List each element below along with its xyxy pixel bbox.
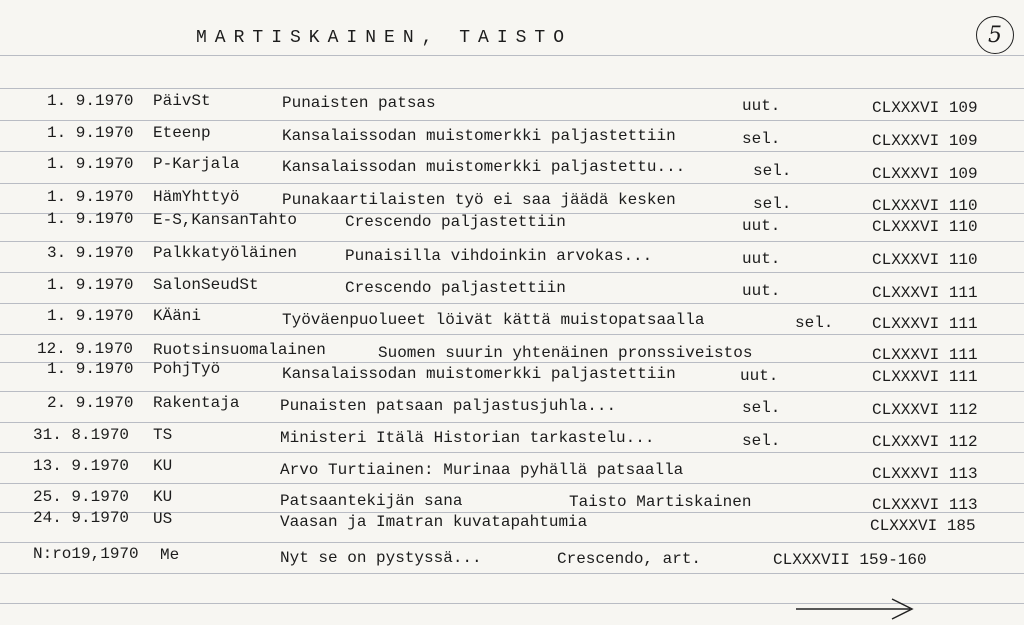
- entry-note: sel.: [742, 130, 781, 148]
- entry-ref: CLXXXVI 111: [872, 346, 978, 364]
- ruled-line: [0, 303, 1024, 304]
- entry-ref: CLXXXVI 110: [872, 218, 978, 236]
- entry-date: 1. 9.1970: [47, 92, 134, 110]
- entry-ref: CLXXXVI 111: [872, 284, 978, 302]
- ruled-line: [0, 272, 1024, 273]
- entry-note: sel.: [753, 195, 792, 213]
- ruled-line: [0, 151, 1024, 152]
- ruled-line: [0, 391, 1024, 392]
- entry-source: Palkkatyöläinen: [153, 244, 298, 262]
- entry-headline: Crescendo paljastettiin: [345, 279, 566, 297]
- entry-headline: Patsaantekijän sana: [280, 492, 463, 510]
- entry-date: 1. 9.1970: [47, 155, 134, 173]
- ruled-line: [0, 483, 1024, 484]
- entry-date: 2. 9.1970: [47, 394, 134, 412]
- entry-date: 13. 9.1970: [33, 457, 130, 475]
- page-number: 5: [988, 22, 1002, 48]
- ruled-line: [0, 542, 1024, 543]
- entry-source: Ruotsinsuomalainen: [153, 341, 326, 359]
- entry-date: 31. 8.1970: [33, 426, 130, 444]
- entry-source: E-S,KansanTahto: [153, 211, 298, 229]
- entry-source: HämYhttyö: [153, 188, 240, 206]
- entry-note: Taisto Martiskainen: [569, 493, 752, 511]
- entry-ref: CLXXXVII 159-160: [773, 551, 927, 569]
- entry-headline: Crescendo paljastettiin: [345, 213, 566, 231]
- entry-source: P-Karjala: [153, 155, 240, 173]
- entry-note: uut.: [742, 250, 781, 268]
- entry-note: sel.: [742, 399, 781, 417]
- entry-note: uut.: [742, 97, 781, 115]
- entry-date: 1. 9.1970: [47, 124, 134, 142]
- entry-date: 1. 9.1970: [47, 210, 134, 228]
- entry-headline: Punaisilla vihdoinkin arvokas...: [345, 247, 653, 265]
- entry-note: sel.: [753, 162, 792, 180]
- ruled-line: [0, 120, 1024, 121]
- entry-headline: Kansalaissodan muistomerkki paljastettu...: [282, 158, 686, 176]
- entry-source: PohjTyö: [153, 360, 221, 378]
- entry-ref: CLXXXVI 110: [872, 251, 978, 269]
- ruled-line: [0, 183, 1024, 184]
- entry-headline: Punakaartilaisten työ ei saa jäädä kesken: [282, 191, 676, 209]
- entry-source: TS: [153, 426, 173, 444]
- entry-note: sel.: [742, 432, 781, 450]
- ruled-line: [0, 55, 1024, 56]
- entry-date: 1. 9.1970: [47, 276, 134, 294]
- page-number-circle: [976, 16, 1014, 54]
- entry-ref: CLXXXVI 109: [872, 99, 978, 117]
- entry-ref: CLXXXVI 112: [872, 401, 978, 419]
- ruled-line: [0, 422, 1024, 423]
- entry-date: 12. 9.1970: [37, 340, 134, 358]
- entry-headline: Arvo Turtiainen: Murinaa pyhällä patsaalla: [280, 461, 684, 479]
- entry-ref: CLXXXVI 113: [872, 465, 978, 483]
- entry-headline: Kansalaissodan muistomerkki paljastettiin: [282, 127, 676, 145]
- entry-source: Rakentaja: [153, 394, 240, 412]
- entry-headline: Nyt se on pystyssä...: [280, 549, 482, 567]
- entry-ref: CLXXXVI 109: [872, 132, 978, 150]
- entry-note: uut.: [742, 217, 781, 235]
- entry-ref: CLXXXVI 111: [872, 368, 978, 386]
- entry-source: PäivSt: [153, 92, 211, 110]
- entry-note: uut.: [742, 282, 781, 300]
- entry-date: N:ro19,1970: [33, 545, 139, 563]
- entry-headline: Punaisten patsaan paljastusjuhla...: [280, 397, 617, 415]
- ruled-line: [0, 241, 1024, 242]
- entry-date: 1. 9.1970: [47, 307, 134, 325]
- ruled-line: [0, 452, 1024, 453]
- entry-ref: CLXXXVI 111: [872, 315, 978, 333]
- entry-ref: CLXXXVI 112: [872, 433, 978, 451]
- entry-headline: Punaisten patsas: [282, 94, 436, 112]
- entry-ref: CLXXXVI 113: [872, 496, 978, 514]
- entry-date: 25. 9.1970: [33, 488, 130, 506]
- entry-date: 1. 9.1970: [47, 188, 134, 206]
- entry-source: SalonSeudSt: [153, 276, 259, 294]
- entry-ref: CLXXXVI 185: [870, 517, 976, 535]
- ruled-line: [0, 334, 1024, 335]
- ruled-line: [0, 573, 1024, 574]
- entry-headline: Vaasan ja Imatran kuvatapahtumia: [280, 513, 588, 531]
- entry-headline: Kansalaissodan muistomerkki paljastettiin: [282, 365, 676, 383]
- entry-source: US: [153, 510, 173, 528]
- entry-note: Crescendo, art.: [557, 550, 702, 568]
- entry-source: Eteenp: [153, 124, 211, 142]
- entry-headline: Ministeri Itälä Historian tarkastelu...: [280, 429, 655, 447]
- entry-headline: Suomen suurin yhtenäinen pronssiveistos: [378, 344, 753, 362]
- entry-source: Me: [160, 546, 180, 564]
- continue-arrow-icon: [794, 596, 918, 622]
- entry-ref: CLXXXVI 110: [872, 197, 978, 215]
- card-title: MARTISKAINEN, TAISTO: [196, 28, 573, 48]
- entry-date: 1. 9.1970: [47, 360, 134, 378]
- entry-note: uut.: [740, 367, 779, 385]
- entry-source: KU: [153, 457, 173, 475]
- ruled-line: [0, 88, 1024, 89]
- entry-ref: CLXXXVI 109: [872, 165, 978, 183]
- entry-date: 3. 9.1970: [47, 244, 134, 262]
- entry-date: 24. 9.1970: [33, 509, 130, 527]
- entry-source: KÄäni: [153, 307, 202, 325]
- entry-headline: Työväenpuolueet löivät kättä muistopatsaalla: [282, 311, 705, 329]
- entry-source: KU: [153, 488, 173, 506]
- entry-note: sel.: [795, 314, 834, 332]
